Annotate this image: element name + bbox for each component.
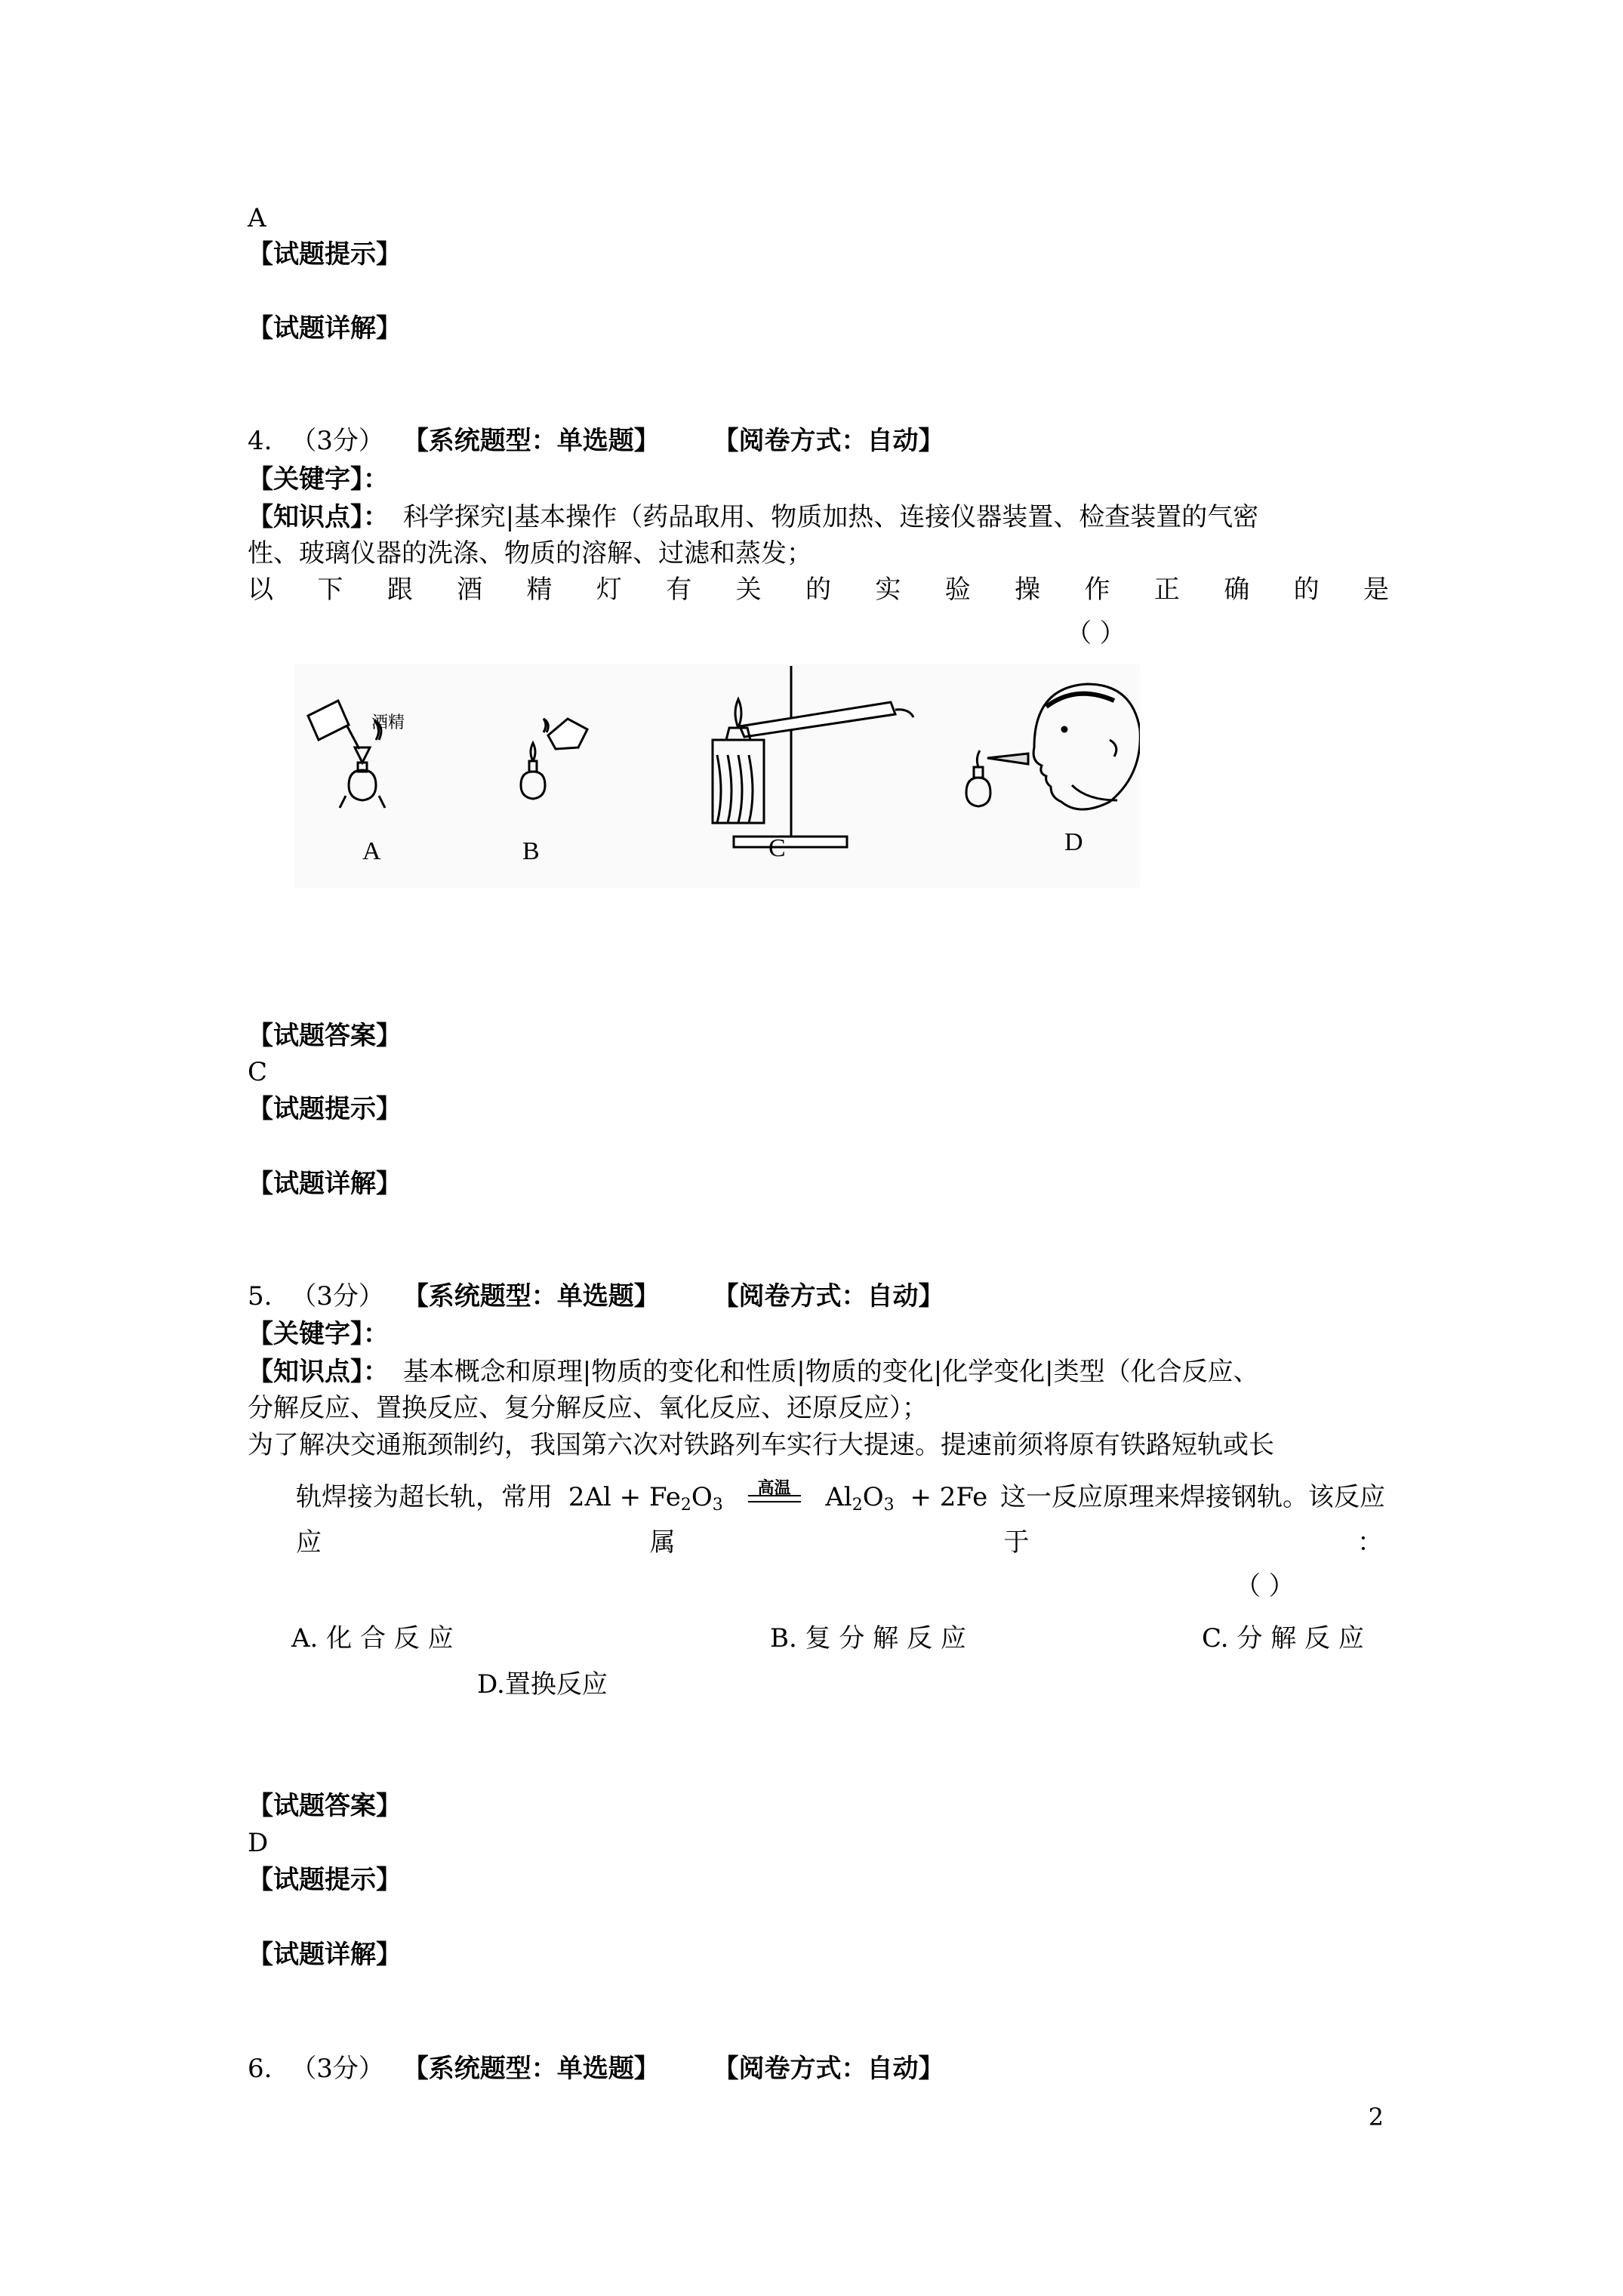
q4-keywords: 【关键字】： [248,464,389,495]
q5-knowledge-text2: 分解反应、置换反应、复分解反应、氧化反应、还原反应）； [248,1393,928,1423]
q5-hint-label: 【试题提示】 [248,1865,402,1895]
q4-knowledge-label: 【知识点】： [248,502,389,532]
q4-knowledge-line1 [248,501,1258,533]
q4-stem-char: 作 [1084,575,1110,605]
reaction-equals-sign [748,1495,801,1502]
q4-stem-char: 是 [1363,575,1389,605]
q5-grading: 【阅卷方式：自动】 [713,1281,944,1311]
q5-option-a: A. 化 合 反 应 [291,1623,454,1653]
equation-oxygen: O [862,1482,884,1512]
q4-answer-label: 【试题答案】 [248,1021,402,1051]
figure-label-c: C [768,834,786,862]
reaction-condition-text: 高温 [757,1478,791,1498]
q3-hint-label: 【试题提示】 [248,239,402,270]
q4-stem-char: 的 [805,575,831,605]
q5-knowledge-label: 【知识点】： [248,1357,389,1387]
q4-figure [294,664,1140,888]
q6-type: 【系统题型：单选题】 [402,2054,660,2084]
q3-answer: A [248,203,266,233]
q5-stem-line1: 为了解决交通瓶颈制约，我国第六次对铁路列车实行大提速。提速前须将原有铁路短轨或长 [248,1430,1274,1460]
q5-stem-line3 [296,1527,1383,1558]
q3-detail-label: 【试题详解】 [248,313,402,344]
q6-grading: 【阅卷方式：自动】 [713,2054,944,2084]
equation-subscript: 2 [680,1496,691,1515]
q5-stem-word: 于 [1003,1527,1030,1558]
q4-stem-char: 精 [526,575,553,605]
figure-label-d: D [1064,828,1083,856]
q5-detail-label: 【试题详解】 [248,1940,402,1970]
q4-stem-char: 灯 [596,575,622,605]
equation-reactants: 2Al + Fe [568,1482,681,1512]
q5-stem-word: 应 [296,1527,322,1558]
figure-label-a: A [362,837,381,865]
q4-stem-char: 酒 [457,575,483,605]
equation-subscript: 2 [852,1496,863,1515]
q4-stem-char: 的 [1293,575,1320,605]
q4-stem-char: 以 [248,575,273,605]
q4-stem-char: 确 [1224,575,1250,605]
q5-option-b: B. 复 分 解 反 应 [770,1623,966,1653]
q5-keywords: 【关键字】： [248,1319,389,1349]
q5-stem-word: 属 [649,1527,676,1558]
q4-knowledge-text1: 科学探究|基本操作（药品取用、物质加热、连接仪器装置、检查装置的气密 [402,502,1259,532]
q5-knowledge-text1: 基本概念和原理|物质的变化和性质|物质的变化|化学变化|类型（化合反应、 [402,1357,1259,1387]
figure-bottle-label: 酒精 [371,713,405,732]
q4-header [248,425,944,457]
alcohol-lamp-figure [294,664,1140,888]
q4-stem-char: 操 [1015,575,1041,605]
q4-knowledge-text2: 性、玻璃仪器的洗涤、物质的溶解、过滤和蒸发； [248,538,812,569]
q4-stem [248,574,1389,606]
q5-option-d: D.置换反应 [477,1669,608,1700]
q4-number: 4. [248,426,273,456]
q5-answer-paren: （ ） [1235,1571,1295,1601]
q4-stem-char: 下 [317,575,343,605]
q5-answer-label: 【试题答案】 [248,1791,402,1821]
q5-stem-line2 [296,1478,1386,1521]
q4-detail-label: 【试题详解】 [248,1169,402,1199]
q4-stem-char: 正 [1153,575,1180,605]
equation-products: + 2Fe [910,1482,988,1512]
equation-subscript: 3 [883,1496,895,1515]
q6-header [248,2053,944,2085]
q4-answer: C [248,1057,268,1087]
q4-score: （3分） [291,426,384,456]
q4-stem-char: 有 [666,575,692,605]
q4-grading: 【阅卷方式：自动】 [713,426,944,456]
q6-score: （3分） [291,2054,384,2084]
q4-stem-char: 关 [735,575,762,605]
q4-stem-char: 跟 [387,575,413,605]
q5-answer: D [248,1828,269,1858]
equation-aluminum: Al [825,1482,852,1512]
q5-type: 【系统题型：单选题】 [402,1281,660,1311]
q5-stem-word: ： [1357,1527,1383,1558]
q4-answer-paren: （ ） [1066,618,1126,649]
q4-hint-label: 【试题提示】 [248,1094,402,1124]
equation-subscript: 3 [712,1496,723,1515]
q5-stem-line2-post: 这一反应原理来焊接钢轨。该反应 [1000,1482,1386,1512]
page-number: 2 [1368,2103,1384,2131]
q4-stem-char: 验 [944,575,971,605]
q5-stem-line2-pre: 轨焊接为超长轨，常用 [296,1482,553,1512]
q5-option-c: C. 分 解 反 应 [1202,1623,1364,1653]
q4-type: 【系统题型：单选题】 [402,426,660,456]
q6-number: 6. [248,2054,273,2084]
equation-right [825,1482,996,1515]
equation-oxygen: O [691,1482,713,1512]
q5-score: （3分） [291,1281,384,1311]
equation-left [568,1482,731,1515]
q5-header [248,1281,944,1312]
q5-knowledge-line1 [248,1356,1259,1388]
reaction-condition [748,1478,801,1513]
q4-stem-char: 实 [875,575,901,605]
q5-number: 5. [248,1281,273,1311]
figure-label-b: B [522,837,540,865]
